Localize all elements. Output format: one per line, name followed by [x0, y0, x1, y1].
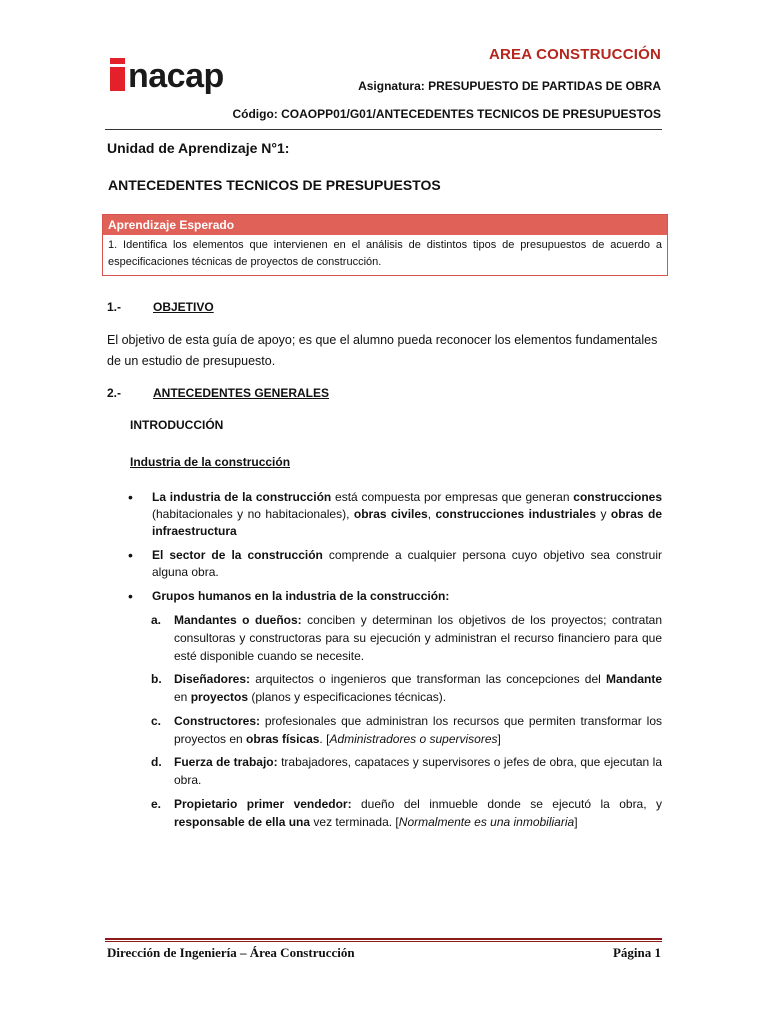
page-number: Página 1: [612, 945, 661, 960]
header-divider: [105, 129, 662, 130]
group-item-mandantes: Mandantes o dueños: conciben y determinan los objetivos de los proyectos; contratan consultoras y constructoras para su ejecución y administran el recurso financiero para que esté disponible cuando se necesite.: [174, 613, 662, 663]
general-number: 2.-: [107, 386, 122, 400]
subject-line: Asignatura: PRESUPUESTO DE PARTIDAS DE OBRA: [358, 79, 661, 93]
group-letter-b: b.: [151, 672, 162, 686]
group-letter-c: c.: [151, 714, 162, 728]
objective-number: 1.-: [107, 300, 122, 314]
learning-outcome-box: [102, 214, 668, 276]
area-title: AREA CONSTRUCCIÓN: [488, 46, 661, 63]
bullet-icon: •: [128, 547, 133, 563]
learning-outcome-item: 1. Identifica los elementos que intervienen en el análisis de distintos tipos de presupuestos de acuerdo a especificaciones técnicas de proyectos de construcción.: [108, 239, 662, 268]
group-item-disenadores: Diseñadores: arquitectos o ingenieros que transforman las concepciones del Mandante en proyectos (planos y especificaciones técnicas).: [174, 672, 662, 704]
group-item-constructores: Constructores: profesionales que administran los recursos que permiten transformar los proyectos en obras físicas. [Administradores o supervisores]: [174, 714, 662, 746]
bullet-human-groups: Grupos humanos en la industria de la construcción:: [152, 589, 450, 603]
introduction-heading: INTRODUCCIÓN: [130, 418, 224, 432]
group-letter-a: a.: [151, 613, 162, 627]
bullet-icon: •: [128, 588, 133, 604]
objective-text: El objetivo de esta guía de apoyo; es que el alumno pueda reconocer los elementos fundamentales de un estudio de presupuesto.: [107, 333, 658, 368]
learning-outcome-heading: Aprendizaje Esperado: [103, 215, 667, 235]
footer-divider: [105, 938, 662, 940]
group-letter-d: d.: [151, 755, 162, 769]
industry-heading: Industria de la construcción: [130, 455, 291, 469]
bullet-industry-definition: La industria de la construcción está compuesta por empresas que generan construcciones (habitacionales y no habitacionales), obras civiles, construcciones industriales y obras de infraestructura: [152, 490, 663, 538]
code-line: Código: COAOPP01/G01/ANTECEDENTES TECNICOS DE PRESUPUESTOS: [232, 107, 661, 121]
bullet-sector-definition: El sector de la construcción comprende a cualquier persona cuyo objetivo sea construir alguna obra.: [152, 548, 662, 579]
footer-department: Dirección de Ingeniería – Área Construcción: [107, 945, 355, 960]
footer-divider-thin: [105, 941, 662, 942]
bullet-icon: •: [128, 489, 133, 505]
logo-text: nacap: [128, 57, 224, 95]
logo-i-mark: [110, 58, 125, 91]
unit-title: Unidad de Aprendizaje N°1:: [107, 140, 290, 156]
group-item-fuerza-trabajo: Fuerza de trabajo: trabajadores, capataces y supervisores o jefes de obra, que ejecutan la obra.: [174, 755, 662, 787]
group-item-propietario: Propietario primer vendedor: dueño del inmueble donde se ejecutó la obra, y responsable de ella una vez terminada. [Normalmente es una inmobiliaria]: [174, 797, 663, 829]
group-letter-e: e.: [151, 797, 162, 811]
inacap-logo: [110, 53, 224, 95]
section-title: ANTECEDENTES TECNICOS DE PRESUPUESTOS: [108, 177, 441, 193]
general-heading: ANTECEDENTES GENERALES: [153, 386, 330, 400]
objective-heading: OBJETIVO: [153, 300, 214, 314]
